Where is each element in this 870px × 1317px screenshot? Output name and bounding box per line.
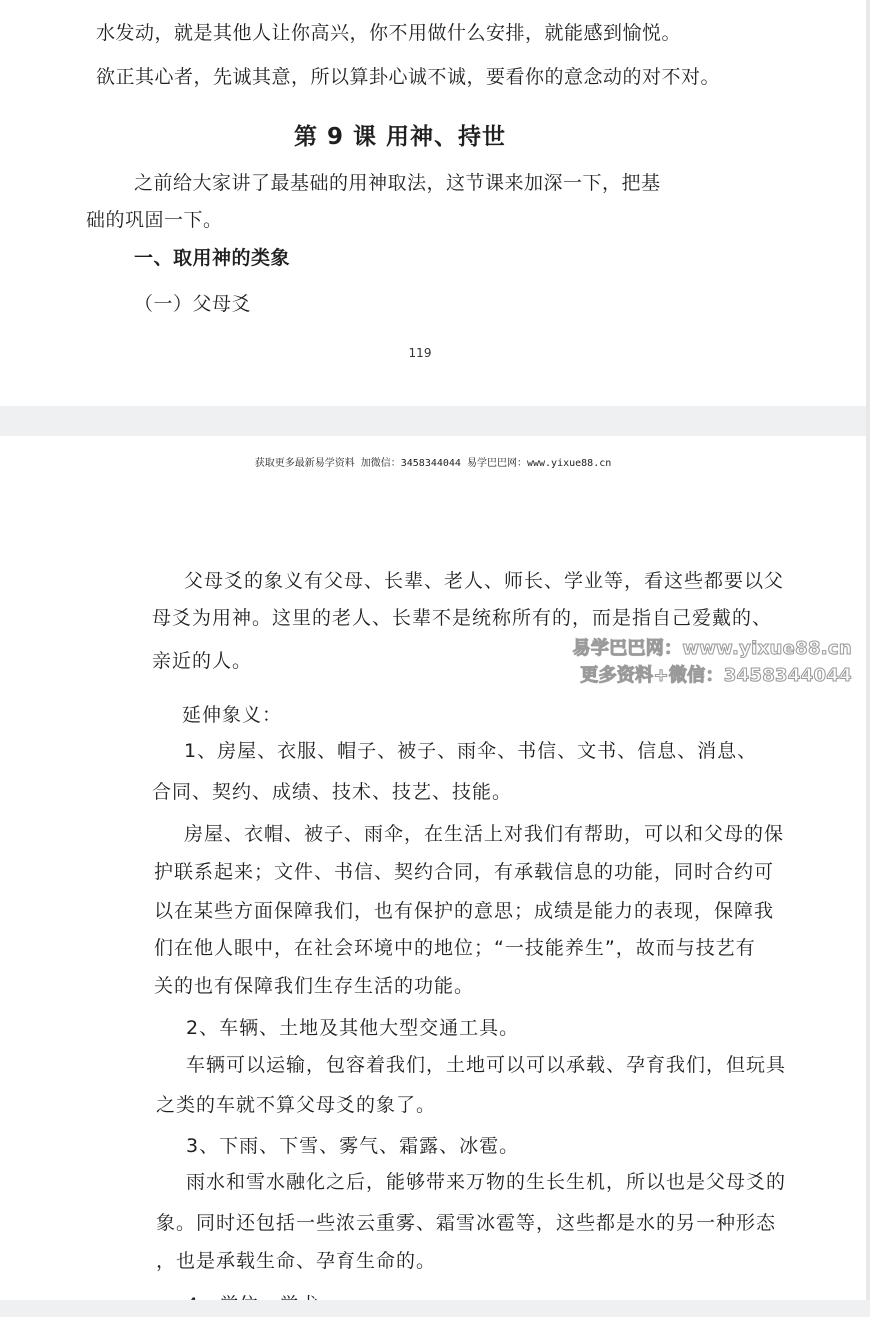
text-line: 础的巩固一下。 [86, 209, 223, 231]
text-line: 水发动，就是其他人让你高兴，你不用做什么安排，就能感到愉悦。 [96, 22, 682, 44]
text-line: 欲正其心者，先诚其意，所以算卦心诚不诚，要看你的意念动的对不对。 [96, 66, 721, 88]
lesson-title: 第 9 课 用神、持世 [293, 124, 507, 150]
page-number: 119 [408, 346, 432, 360]
text-line: 们在他人眼中，在社会环境中的地位；“一技能养生”，故而与技艺有 [154, 937, 756, 959]
text-line: 1、房屋、衣服、帽子、被子、雨伞、书信、文书、信息、消息、 [184, 740, 758, 762]
text-line: ，也是承载生命、孕育生命的。 [156, 1250, 437, 1272]
watermark-line-2: 更多资料+微信：3458344044 [580, 665, 852, 686]
text-line: 雨水和雪水融化之后，能够带来万物的生长生机，所以也是父母爻的 [186, 1171, 787, 1193]
watermark-line-1: 易学巴巴网：www.yixue88.cn [572, 638, 852, 659]
text-line: 关的也有保障我们生存生活的功能。 [154, 975, 475, 997]
text-line: 父母爻的象义有父母、长辈、老人、师长、学业等，看这些都要以父 [184, 570, 785, 592]
text-line: 2、车辆、土地及其他大型交通工具。 [186, 1017, 520, 1039]
header-note: 获取更多最新易学资料 加微信：3458344044 易学巴巴网：www.yixue88.cn [254, 458, 612, 469]
text-line: 母爻为用神。这里的老人、长辈不是统称所有的，而是指自己爱戴的、 [152, 607, 773, 629]
text-line: 之前给大家讲了最基础的用神取法，这节课来加深一下，把基 [134, 172, 661, 194]
text-line: 护联系起来；文件、书信、契约合同，有承载信息的功能，同时合约可 [154, 861, 775, 883]
text-line: 合同、契约、成绩、技术、技艺、技能。 [152, 781, 513, 803]
subsection-heading: （一）父母爻 [134, 293, 252, 315]
text-line: 象。同时还包括一些浓云重雾、霜雪冰雹等，这些都是水的另一种形态 [156, 1212, 777, 1234]
text-line: 延伸象义： [182, 704, 283, 726]
scrollbar-track[interactable] [866, 0, 870, 1316]
text-line: 房屋、衣帽、被子、雨伞，在生活上对我们有帮助，可以和父母的保 [184, 823, 785, 845]
text-line: 车辆可以运输，包容着我们，土地可以可以承载、孕育我们，但玩具 [186, 1054, 787, 1076]
text-line: 亲近的人。 [152, 650, 253, 672]
section-heading: 一、取用神的类象 [134, 247, 291, 269]
text-line: 3、下雨、下雪、雾气、霜露、冰雹。 [186, 1135, 520, 1157]
text-line: 以在某些方面保障我们，也有保护的意思；成绩是能力的表现，保障我 [154, 900, 775, 922]
text-line: 之类的车就不算父母爻的象了。 [156, 1094, 437, 1116]
document-page-next [0, 436, 866, 1316]
viewer-bottom-gap [0, 1300, 870, 1316]
document-page-119 [0, 0, 866, 406]
